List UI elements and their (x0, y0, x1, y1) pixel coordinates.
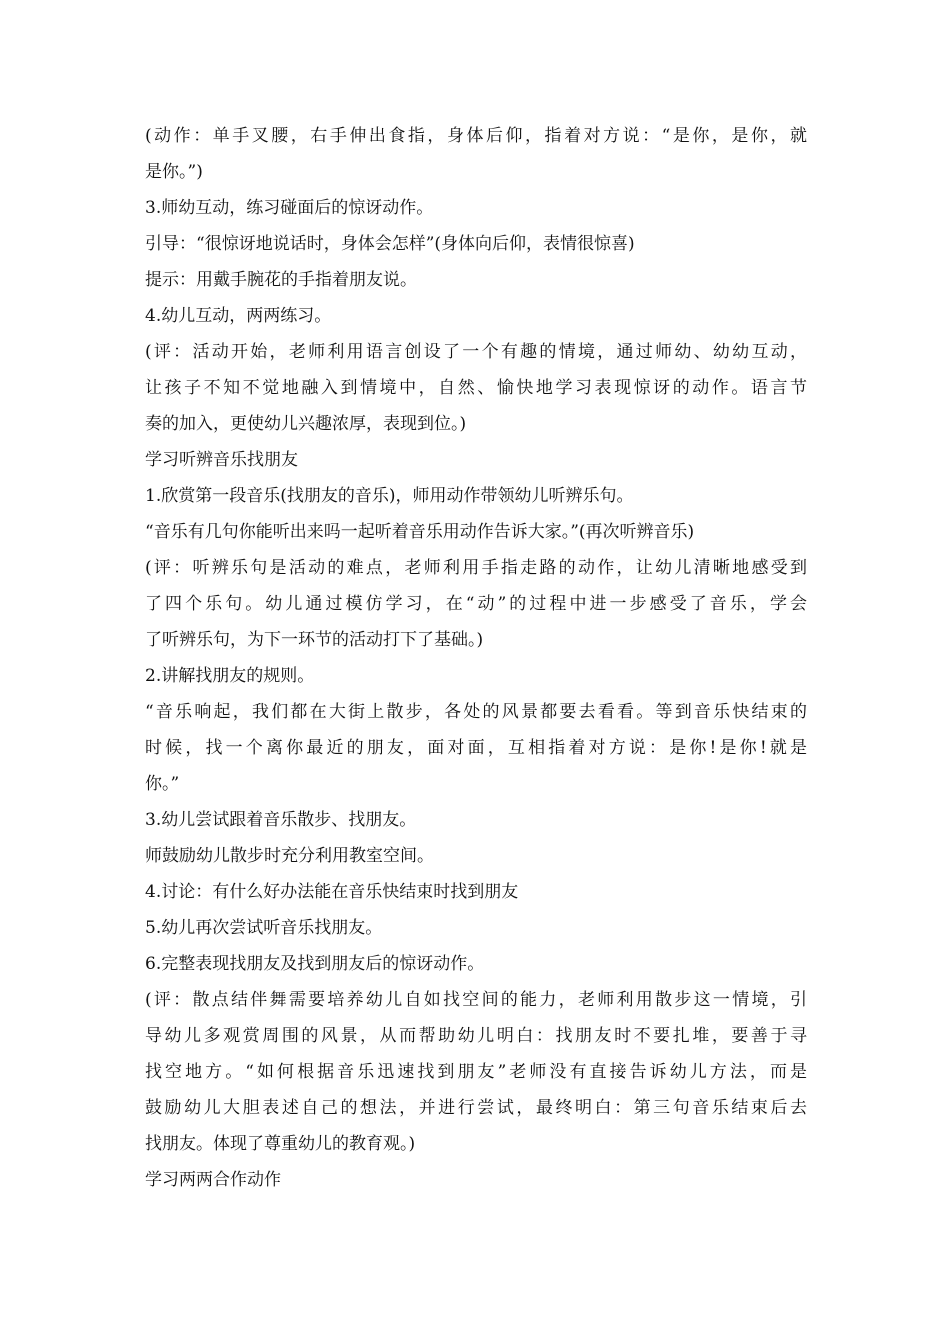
text-line: 师鼓励幼儿散步时充分利用教室空间。 (145, 846, 434, 866)
text-line: 4.讨论：有什么好办法能在音乐快结束时找到朋友 (145, 882, 519, 902)
text-line: (评：听辨乐句是活动的难点，老师利用手指走路的动作，让幼儿清晰地感受到 (145, 558, 807, 578)
text-line: 让孩子不知不觉地融入到情境中，自然、愉快地学习表现惊讶的动作。语言节 (145, 378, 807, 398)
text-line: 找空地方。“如何根据音乐迅速找到朋友”老师没有直接告诉幼儿方法，而是 (145, 1062, 807, 1082)
document-body (145, 118, 807, 1198)
text-line: 3.师幼互动，练习碰面后的惊讶动作。 (145, 198, 434, 218)
text-line: 你。” (145, 774, 180, 794)
text-line: 4.幼儿互动，两两练习。 (145, 306, 332, 326)
text-line: 奏的加入，更使幼儿兴趣浓厚，表现到位。) (145, 414, 467, 434)
text-line: 5.幼儿再次尝试听音乐找朋友。 (145, 918, 383, 938)
text-line: 6.完整表现找朋友及找到朋友后的惊讶动作。 (145, 954, 485, 974)
text-line: (动作：单手叉腰，右手伸出食指，身体后仰，指着对方说：“是你，是你，就 (145, 126, 807, 146)
section-heading: 学习听辨音乐找朋友 (145, 450, 298, 470)
text-line: 了四个乐句。幼儿通过模仿学习，在“动”的过程中进一步感受了音乐，学会 (145, 594, 807, 614)
text-line: 鼓励幼儿大胆表述自己的想法，并进行尝试，最终明白：第三句音乐结束后去 (145, 1098, 807, 1118)
text-line: 2.讲解找朋友的规则。 (145, 666, 315, 686)
text-line: 导幼儿多观赏周围的风景，从而帮助幼儿明白：找朋友时不要扎堆，要善于寻 (145, 1026, 807, 1046)
text-line: “音乐响起，我们都在大街上散步，各处的风景都要去看看。等到音乐快结束的 (145, 702, 807, 722)
text-line: 是你。”) (145, 162, 203, 182)
text-line: 提示：用戴手腕花的手指着朋友说。 (145, 270, 417, 290)
text-line: 1.欣赏第一段音乐(找朋友的音乐)，师用动作带领幼儿听辨乐句。 (145, 486, 634, 506)
text-line: (评：散点结伴舞需要培养幼儿自如找空间的能力，老师利用散步这一情境，引 (145, 990, 807, 1010)
text-line: 了听辨乐句，为下一环节的活动打下了基础。) (145, 630, 484, 650)
text-line: (评：活动开始，老师利用语言创设了一个有趣的情境，通过师幼、幼幼互动， (145, 342, 807, 362)
text-line: 3.幼儿尝试跟着音乐散步、找朋友。 (145, 810, 417, 830)
text-line: “音乐有几句你能听出来吗一起听着音乐用动作告诉大家。”(再次听辨音乐) (145, 522, 695, 542)
text-line: 引导：“很惊讶地说话时，身体会怎样”(身体向后仰，表情很惊喜) (145, 234, 635, 254)
section-heading: 学习两两合作动作 (145, 1170, 281, 1190)
text-line: 找朋友。体现了尊重幼儿的教育观。) (145, 1134, 416, 1154)
text-line: 时候，找一个离你最近的朋友，面对面，互相指着对方说：是你!是你!就是 (145, 738, 807, 758)
